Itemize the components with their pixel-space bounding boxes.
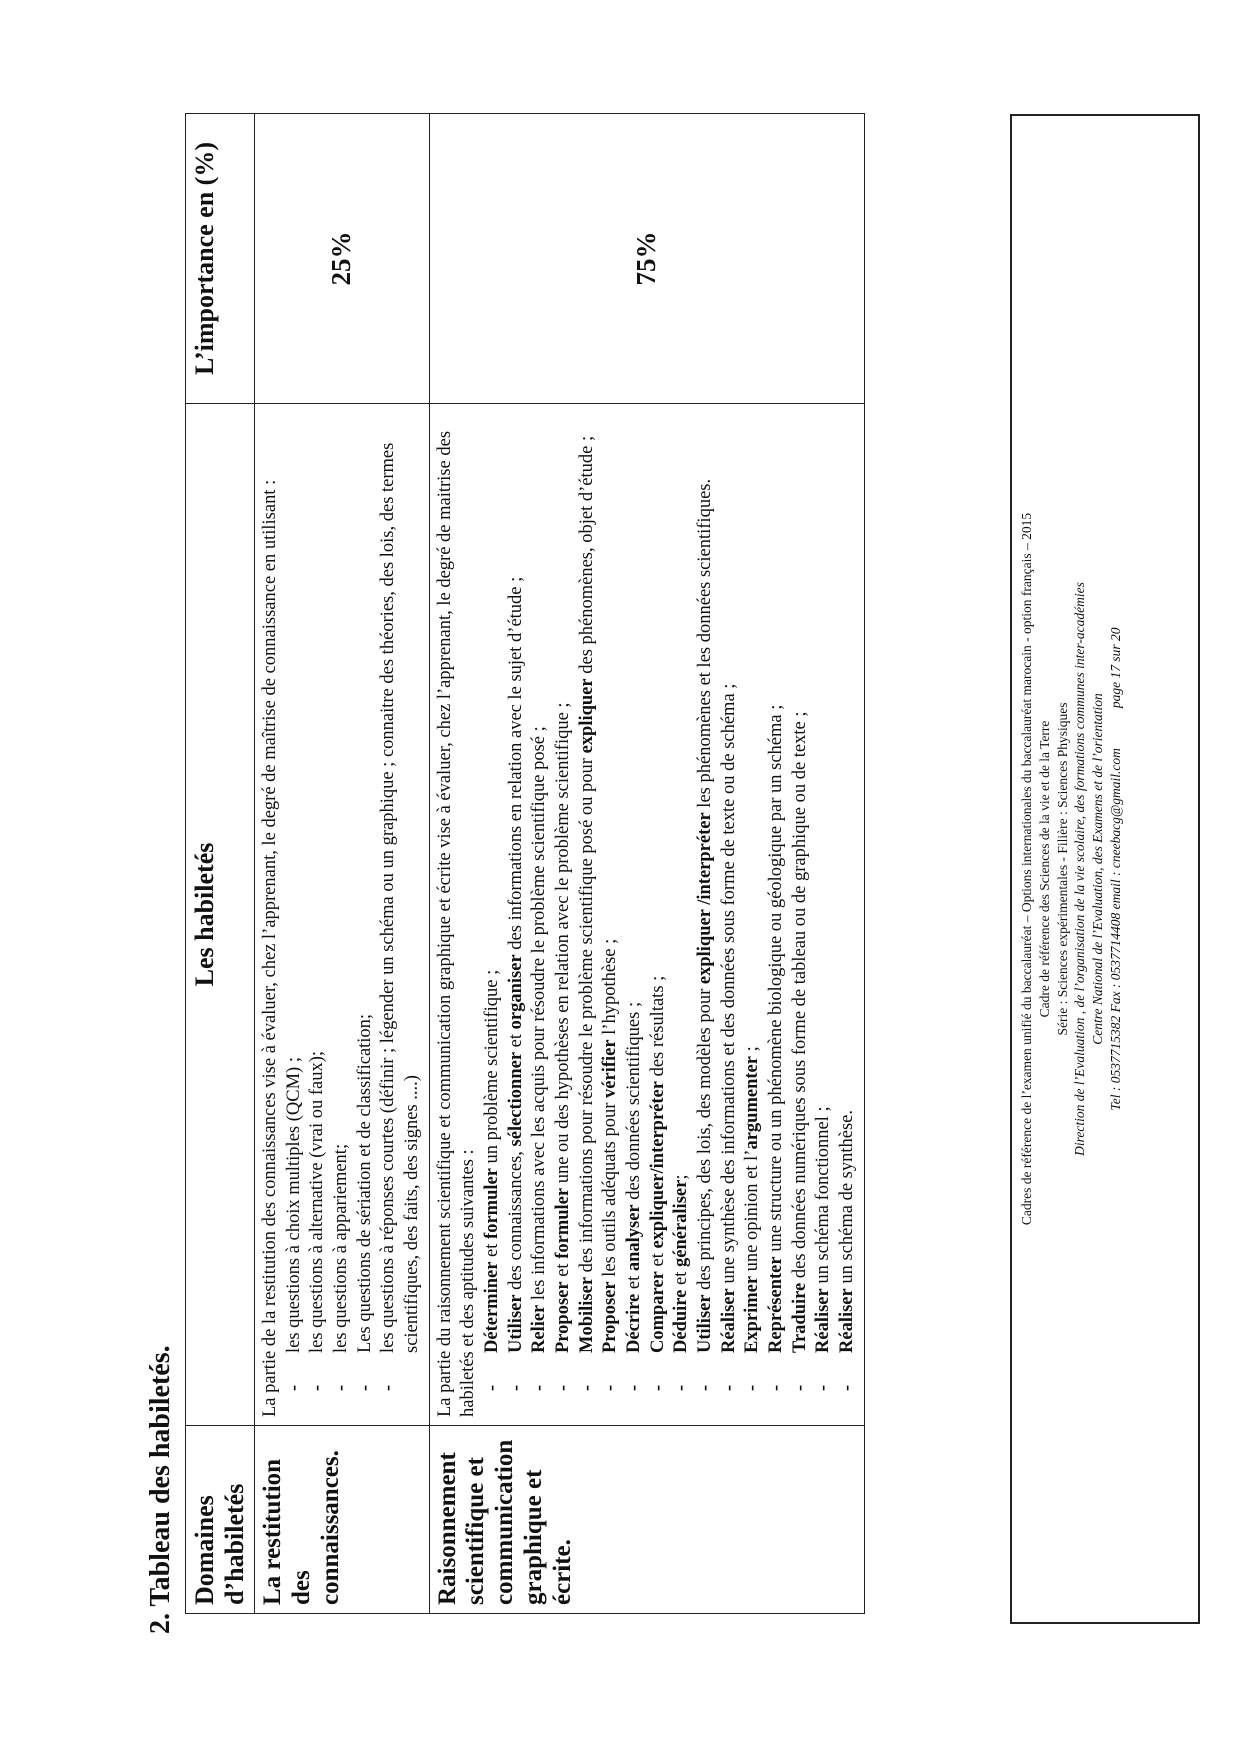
list-item — [576, 412, 600, 1353]
list-item — [481, 412, 505, 1353]
skill-text: des données numériques sous forme de tableau ou de graphique ou de texte ; — [789, 711, 810, 1283]
skill-text: et — [505, 1029, 526, 1052]
list-item — [670, 412, 694, 1353]
footer-line-2: Cadre de référence des Sciences de la vie et de la Terre — [1036, 720, 1052, 1018]
skill-verb: Utiliser — [695, 1294, 716, 1353]
list-item — [599, 412, 623, 1353]
list-item — [623, 412, 647, 1353]
list-item — [765, 412, 789, 1353]
skill-verb: Réaliser — [813, 1288, 834, 1353]
domain-cell: La restitution des connaissances. — [255, 1426, 430, 1614]
skill-text: une structure ou un phénomène biologique ou géologique par un schéma ; — [766, 704, 787, 1257]
skills-list — [283, 412, 425, 1417]
skill-text: des informations en relation avec le sujet d’étude ; — [505, 576, 526, 955]
skill-verb: Déduire — [671, 1289, 692, 1353]
table-header-row — [186, 114, 255, 1614]
table-row — [255, 114, 430, 1614]
skill-verb: Représenter — [766, 1256, 787, 1353]
skill-text: les questions à réponses courtes (définir ; légender un schéma ou un graphique ; connaitre des théories, des lois, des termes scientifiques, des faits, des signes ....) — [378, 442, 423, 1353]
skill-verb: Réaliser — [837, 1288, 858, 1353]
list-item — [789, 412, 813, 1353]
list-item — [354, 412, 378, 1353]
skill-text: les questions à choix multiples (QCM) ; — [283, 1057, 304, 1353]
list-item — [283, 412, 307, 1353]
footer-line-1: Cadres de référence de l’examen unifié du baccalauréat – Options internationales du baccalauréat marocain - option français – 2015 — [1019, 512, 1034, 1226]
list-item — [330, 412, 354, 1353]
skill-verb: sélectionner — [505, 1051, 526, 1147]
header-domain: Domaines d’habiletés — [186, 1426, 255, 1614]
skill-text: et — [671, 1267, 692, 1290]
list-item — [836, 412, 860, 1353]
header-importance: L’importance en (%) — [186, 114, 255, 404]
skill-text: les questions à appariement; — [331, 1143, 352, 1353]
importance-cell: 75% — [429, 114, 864, 404]
skill-verb: expliquer/interpréter — [647, 1081, 668, 1249]
footer-line-5: Centre National de l’Evaluation, des Examens et de l’orientation — [1090, 693, 1106, 1045]
skill-text: les outils adéquats pour — [600, 1097, 621, 1282]
skills-intro: La partie du raisonnement scientifique et communication graphique et écrite vise à évaluer, chez l’apprenant, le degré de maitrise des habiletés et des aptitudes suivantes : — [434, 430, 479, 1417]
footer-line-4: Direction de l’Evaluation , de l’organisation de la vie scolaire, des formations communes inter-académies — [1072, 582, 1088, 1156]
skills-intro: La partie de la restitution des connaissances vise à évaluer, chez l’apprenant, le degré de maîtrise de connaissance en utilisant : — [260, 479, 280, 1417]
skill-verb: Décrire — [624, 1293, 645, 1353]
skill-verb: Mobiliser — [576, 1276, 597, 1353]
skill-verb: Proposer — [600, 1281, 621, 1353]
skills-cell — [255, 404, 430, 1426]
skill-text: les phénomènes et les données scientifiques. — [695, 478, 716, 813]
skills-list — [481, 412, 860, 1417]
skill-verb: Réaliser — [718, 1288, 739, 1353]
skill-verb: Utiliser — [505, 1294, 526, 1353]
skill-text: l’hypothèse ; — [600, 938, 621, 1040]
skill-text: et — [624, 1271, 645, 1294]
skill-verb: expliquer /interpréter — [695, 812, 716, 985]
skill-text: un schéma de synthèse. — [837, 1109, 858, 1289]
skills-cell — [429, 404, 864, 1426]
skill-text: des données scientifiques ; — [624, 1001, 645, 1205]
skill-text: les informations avec les acquis pour résoudre le problème scientifique posé ; — [529, 726, 550, 1305]
skill-text: Les questions de sériation et de classification; — [354, 1013, 375, 1353]
skill-text: des résultats ; — [647, 975, 668, 1082]
footer-line-3: Série : Sciences expérimentales - Filière : Sciences Physiques — [1054, 702, 1070, 1036]
domain-cell: Raisonnement scientifique et communication graphique et écrite. — [429, 1426, 864, 1614]
skill-verb: formuler — [482, 1168, 503, 1239]
skill-verb: Comparer — [647, 1271, 668, 1353]
skill-text: une synthèse des informations et des données sous forme de texte ou de schéma ; — [718, 683, 739, 1289]
list-item — [505, 412, 529, 1353]
list-item — [528, 412, 552, 1353]
skill-verb: Déterminer — [482, 1261, 503, 1353]
skill-text: et — [647, 1248, 668, 1272]
skill-verb: organiser — [505, 954, 526, 1030]
skill-text: une ou des hypothèses en relation avec le problème scientifique ; — [553, 702, 574, 1188]
skill-verb: généraliser — [671, 1179, 692, 1267]
skill-verb: argumenter — [742, 1056, 763, 1150]
list-item — [377, 412, 424, 1353]
skill-text: un schéma fonctionnel ; — [813, 1106, 834, 1289]
skill-verb: analyser — [624, 1204, 645, 1272]
list-item — [647, 412, 671, 1353]
list-item — [552, 412, 576, 1353]
skill-verb: expliquer — [576, 678, 597, 754]
skill-verb: vérifier — [600, 1039, 621, 1098]
section-heading: 2. Tableau des habiletés. — [145, 1345, 176, 1634]
list-item — [306, 412, 330, 1353]
header-skills: Les habiletés — [186, 404, 255, 1426]
skill-verb: Exprimer — [742, 1275, 763, 1353]
table-body — [255, 114, 865, 1614]
skill-text: les questions à alternative (vrai ou faux); — [307, 1050, 328, 1353]
page-footer — [1010, 114, 1200, 1624]
page-number: page 17 sur 20 — [1108, 627, 1124, 709]
skill-text: des connaissances, — [505, 1146, 526, 1295]
skill-text: des phénomènes, objet d’étude ; — [576, 435, 597, 679]
skill-text: un problème scientifique ; — [482, 969, 503, 1169]
skill-text: et — [482, 1238, 503, 1262]
footer-line-6: Tel : 0537715382 Fax : 0537714408 email : cneebacg@gmail.com — [1108, 748, 1124, 1111]
skill-text: ; — [671, 1174, 692, 1180]
skill-verb: Proposer — [553, 1281, 574, 1353]
list-item — [694, 412, 718, 1353]
table-row — [429, 114, 864, 1614]
skill-text: et — [553, 1258, 574, 1282]
skills-table — [185, 113, 865, 1614]
skill-text: des informations pour résoudre le problème scientifique posé ou pour — [576, 753, 597, 1277]
skill-text: des principes, des lois, des modèles pour — [695, 984, 716, 1295]
importance-cell: 25% — [255, 114, 430, 404]
list-item — [718, 412, 742, 1353]
skill-verb: formuler — [553, 1187, 574, 1259]
list-item — [812, 412, 836, 1353]
list-item — [741, 412, 765, 1353]
skill-text: ; — [742, 1046, 763, 1057]
skill-verb: Traduire — [789, 1282, 810, 1353]
skill-text: une opinion et l’ — [742, 1149, 763, 1276]
skill-verb: Relier — [529, 1304, 550, 1353]
